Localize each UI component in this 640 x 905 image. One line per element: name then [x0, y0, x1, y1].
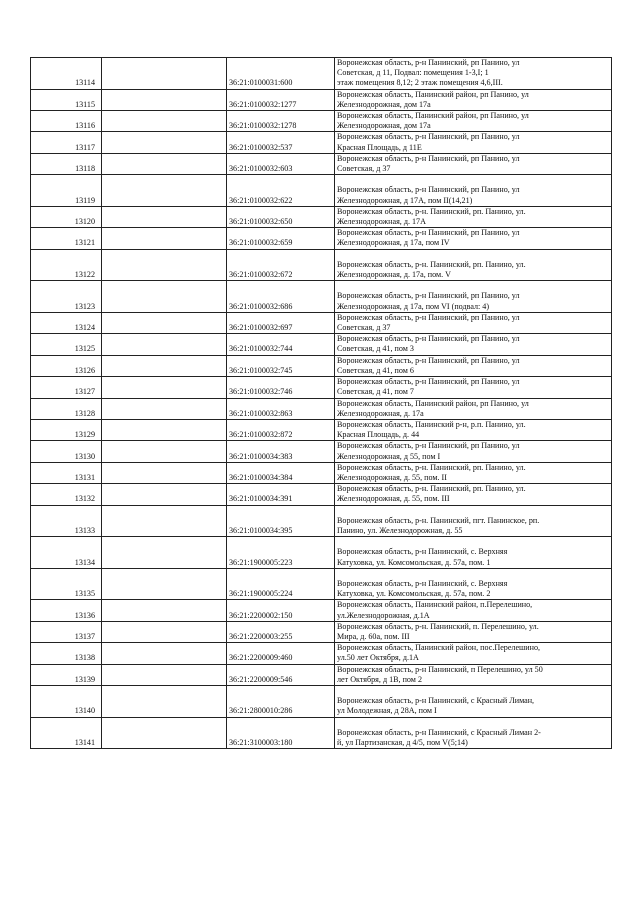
- empty-cell: [102, 58, 227, 90]
- cadastral-number-cell: 36:21:0100032:1278: [227, 111, 335, 132]
- address-line: [337, 281, 609, 291]
- address-cell: [335, 228, 612, 249]
- records-table: [30, 57, 612, 749]
- cadastral-number-cell: 36:21:0100034:383: [227, 441, 335, 462]
- empty-cell: [102, 441, 227, 462]
- address-line: Воронежская область, Панинский район, пос.Перелешино,: [337, 643, 541, 653]
- table-row: [31, 312, 612, 333]
- address-line: [337, 537, 609, 547]
- row-number-cell: 13132: [31, 484, 102, 505]
- cadastral-number-cell: 36:21:2200002:150: [227, 600, 335, 621]
- row-number-cell: 13122: [31, 249, 102, 281]
- address-cell: [335, 505, 612, 537]
- address-cell: [335, 717, 612, 749]
- table-row: [31, 281, 612, 313]
- address-line: Советская, д 41, пом 3: [337, 344, 414, 354]
- empty-cell: [102, 228, 227, 249]
- empty-cell: [102, 462, 227, 483]
- address-cell: [335, 206, 612, 227]
- row-number-cell: 13136: [31, 600, 102, 621]
- cadastral-number-cell: 36:21:0100032:650: [227, 206, 335, 227]
- cadastral-number-cell: 36:21:0100032:672: [227, 249, 335, 281]
- table-row: [31, 175, 612, 207]
- address-line: Воронежская область, р-н Панинский, п Перелешино, ул 50: [337, 664, 543, 674]
- table-row: [31, 89, 612, 110]
- empty-cell: [102, 111, 227, 132]
- address-cell: [335, 441, 612, 462]
- row-number-cell: 13135: [31, 568, 102, 600]
- row-number-cell: 13133: [31, 505, 102, 537]
- address-line: Воронежская область, р-н Панинский, рп Панино, ул: [337, 312, 520, 322]
- address-cell: [335, 537, 612, 569]
- empty-cell: [102, 334, 227, 355]
- address-line: Железнодорожная, д 17а, пом VI (подвал: 4): [337, 301, 490, 311]
- cadastral-number-cell: 36:21:0100032:659: [227, 228, 335, 249]
- empty-cell: [102, 621, 227, 642]
- address-line: Воронежская область, р-н. Панинский, рп. Панино, ул.: [337, 484, 526, 494]
- row-number-cell: 13126: [31, 355, 102, 376]
- address-cell: [335, 419, 612, 440]
- empty-cell: [102, 484, 227, 505]
- table-row: [31, 58, 612, 90]
- address-line: Железнодорожная, д. 17а, пом. V: [337, 270, 451, 280]
- row-number-cell: 13119: [31, 175, 102, 207]
- address-line: Воронежская область, р-н Панинский, рп Панино, ул: [337, 228, 520, 238]
- cadastral-number-cell: 36:21:0100032:537: [227, 132, 335, 153]
- empty-cell: [102, 249, 227, 281]
- row-number-cell: 13131: [31, 462, 102, 483]
- address-line: Воронежская область, р-н Панинский, рп Панино, ул: [337, 377, 520, 387]
- address-line: Катуховка, ул. Комсомольская, д. 57а, пом. 1: [337, 557, 491, 567]
- table-row: [31, 568, 612, 600]
- cadastral-number-cell: 36:21:0100032:745: [227, 355, 335, 376]
- address-line: [337, 718, 609, 728]
- address-line: ул.50 лет Октября, д.1А: [337, 653, 419, 663]
- address-line: Железнодорожная, дом 17а: [337, 121, 431, 131]
- address-line: Железнодорожная, д. 55, пом. II: [337, 472, 447, 482]
- address-line: Железнодорожная, д. 17А: [337, 217, 426, 227]
- address-line: [337, 175, 609, 185]
- address-cell: [335, 249, 612, 281]
- empty-cell: [102, 685, 227, 717]
- table-row: [31, 398, 612, 419]
- cadastral-number-cell: 36:21:0100032:872: [227, 419, 335, 440]
- address-cell: [335, 398, 612, 419]
- cadastral-number-cell: 36:21:0100032:744: [227, 334, 335, 355]
- address-cell: [335, 153, 612, 174]
- table-row: [31, 132, 612, 153]
- address-line: Железнодорожная, д 17А, пом II(14,21): [337, 195, 473, 205]
- address-line: Воронежская область, р-н. Панинский, рп. Панино, ул.: [337, 206, 526, 216]
- records-table-body: [31, 58, 612, 749]
- row-number-cell: 13140: [31, 685, 102, 717]
- row-number-cell: 13117: [31, 132, 102, 153]
- cadastral-number-cell: 36:21:0100034:384: [227, 462, 335, 483]
- address-line: лет Октября, д 1В, пом 2: [337, 674, 422, 684]
- empty-cell: [102, 132, 227, 153]
- cadastral-number-cell: 36:21:0100034:391: [227, 484, 335, 505]
- row-number-cell: 13120: [31, 206, 102, 227]
- address-line: Советская, д 41, пом 7: [337, 387, 414, 397]
- address-line: Воронежская область, р-н Панинский, с Красный Лиман,: [337, 696, 535, 706]
- row-number-cell: 13114: [31, 58, 102, 90]
- address-line: ул Молодежная, д 28А, пом I: [337, 706, 437, 716]
- row-number-cell: 13134: [31, 537, 102, 569]
- empty-cell: [102, 206, 227, 227]
- address-line: Воронежская область, Панинский район, рп Панино, ул: [337, 111, 529, 121]
- address-line: [337, 569, 609, 579]
- table-row: [31, 462, 612, 483]
- address-cell: [335, 89, 612, 110]
- address-line: Советская, д 37: [337, 323, 391, 333]
- cadastral-number-cell: 36:21:3100003:180: [227, 717, 335, 749]
- cadastral-number-cell: 36:21:0100032:863: [227, 398, 335, 419]
- row-number-cell: 13139: [31, 664, 102, 685]
- address-cell: [335, 111, 612, 132]
- row-number-cell: 13138: [31, 643, 102, 664]
- empty-cell: [102, 505, 227, 537]
- address-line: Советская, д 37: [337, 164, 391, 174]
- row-number-cell: 13129: [31, 419, 102, 440]
- table-row: [31, 249, 612, 281]
- address-line: Воронежская область, р-н Панинский, рп Панино, ул: [337, 355, 520, 365]
- address-cell: [335, 462, 612, 483]
- address-line: Воронежская область, р-н Панинский, с Красный Лиман 2-: [337, 727, 541, 737]
- table-row: [31, 153, 612, 174]
- table-row: [31, 505, 612, 537]
- address-cell: [335, 621, 612, 642]
- table-row: [31, 664, 612, 685]
- empty-cell: [102, 568, 227, 600]
- table-row: [31, 717, 612, 749]
- address-cell: [335, 484, 612, 505]
- address-line: Воронежская область, р-н. Панинский, рп. Панино, ул.: [337, 259, 526, 269]
- empty-cell: [102, 664, 227, 685]
- address-cell: [335, 58, 612, 90]
- table-row: [31, 600, 612, 621]
- address-cell: [335, 312, 612, 333]
- table-row: [31, 355, 612, 376]
- row-number-cell: 13118: [31, 153, 102, 174]
- cadastral-number-cell: 36:21:0100034:395: [227, 505, 335, 537]
- address-line: Воронежская область, р-н Панинский, рп Панино, ул: [337, 153, 520, 163]
- table-row: [31, 377, 612, 398]
- address-cell: [335, 132, 612, 153]
- table-row: [31, 537, 612, 569]
- address-line: Красная Площадь, д. 44: [337, 430, 420, 440]
- empty-cell: [102, 312, 227, 333]
- empty-cell: [102, 419, 227, 440]
- address-cell: [335, 281, 612, 313]
- row-number-cell: 13123: [31, 281, 102, 313]
- address-line: Железнодорожная, д. 55, пом. III: [337, 494, 450, 504]
- address-line: Красная Площадь, д 11Е: [337, 142, 422, 152]
- cadastral-number-cell: 36:21:0100032:686: [227, 281, 335, 313]
- empty-cell: [102, 717, 227, 749]
- cadastral-number-cell: 36:21:0100032:1277: [227, 89, 335, 110]
- address-line: Воронежская область, Панинский район, рп Панино, ул: [337, 89, 529, 99]
- table-row: [31, 441, 612, 462]
- empty-cell: [102, 281, 227, 313]
- row-number-cell: 13141: [31, 717, 102, 749]
- address-cell: [335, 664, 612, 685]
- address-cell: [335, 334, 612, 355]
- empty-cell: [102, 377, 227, 398]
- cadastral-number-cell: 36:21:0100032:603: [227, 153, 335, 174]
- address-cell: [335, 643, 612, 664]
- address-line: й, ул Партизанская, д 4/5, пом V(5;14): [337, 738, 468, 747]
- table-row: [31, 334, 612, 355]
- cadastral-number-cell: 36:21:2200009:460: [227, 643, 335, 664]
- cadastral-number-cell: 36:21:0100032:622: [227, 175, 335, 207]
- address-line: Воронежская область, р-н Панинский, рп Панино, ул: [337, 291, 520, 301]
- empty-cell: [102, 355, 227, 376]
- cadastral-number-cell: 36:21:1900005:223: [227, 537, 335, 569]
- cadastral-number-cell: 36:21:0100032:746: [227, 377, 335, 398]
- address-cell: [335, 377, 612, 398]
- address-cell: [335, 600, 612, 621]
- table-row: [31, 228, 612, 249]
- empty-cell: [102, 153, 227, 174]
- address-cell: [335, 355, 612, 376]
- address-line: Железнодорожная, дом 17а: [337, 99, 431, 109]
- table-row: [31, 484, 612, 505]
- table-row: [31, 643, 612, 664]
- address-line: Катуховка, ул. Комсомольская, д. 57а, пом. 2: [337, 589, 491, 599]
- cadastral-number-cell: 36:21:0100032:697: [227, 312, 335, 333]
- address-line: ул.Железнодорожная, д.1А: [337, 610, 430, 620]
- address-line: Советская, д 41, пом 6: [337, 365, 414, 375]
- address-line: Воронежская область, р-н. Панинский, п. Перелешино, ул.: [337, 621, 539, 631]
- row-number-cell: 13128: [31, 398, 102, 419]
- row-number-cell: 13127: [31, 377, 102, 398]
- address-line: этаж помещения 8,12; 2 этаж помещения 4,6,III.: [337, 78, 503, 88]
- cadastral-number-cell: 36:21:1900005:224: [227, 568, 335, 600]
- address-line: [337, 506, 609, 516]
- row-number-cell: 13137: [31, 621, 102, 642]
- address-line: [337, 250, 609, 260]
- address-line: Мира, д. 60а, пом. III: [337, 631, 410, 641]
- empty-cell: [102, 537, 227, 569]
- cadastral-number-cell: 36:21:2200003:255: [227, 621, 335, 642]
- address-line: Воронежская область, р-н Панинский, рп Панино, ул: [337, 58, 520, 67]
- address-line: Воронежская область, р-н Панинский, рп Панино, ул: [337, 132, 520, 142]
- address-line: Воронежская область, р-н Панинский, рп Панино, ул: [337, 334, 520, 344]
- table-row: [31, 419, 612, 440]
- address-line: [337, 686, 609, 696]
- address-line: Воронежская область, Панинский район, п.Перелешино,: [337, 600, 533, 610]
- cadastral-number-cell: 36:21:2800010:286: [227, 685, 335, 717]
- address-line: Железнодорожная, д. 17а: [337, 408, 424, 418]
- table-row: [31, 621, 612, 642]
- row-number-cell: 13125: [31, 334, 102, 355]
- row-number-cell: 13115: [31, 89, 102, 110]
- table-row: [31, 685, 612, 717]
- table-row: [31, 206, 612, 227]
- address-line: Воронежская область, р-н. Панинский, рп. Панино, ул.: [337, 462, 526, 472]
- cadastral-number-cell: 36:21:2200009:546: [227, 664, 335, 685]
- address-line: Железнодорожная, д 17а, пом IV: [337, 238, 450, 248]
- row-number-cell: 13124: [31, 312, 102, 333]
- address-line: Панино, ул. Железнодорожная, д. 55: [337, 525, 463, 535]
- empty-cell: [102, 398, 227, 419]
- address-cell: [335, 175, 612, 207]
- address-line: Воронежская область, р-н Панинский, с. Верхняя: [337, 547, 508, 557]
- address-line: Воронежская область, Панинский район, рп Панино, ул: [337, 398, 529, 408]
- address-line: Железнодорожная, д 55, пом I: [337, 451, 441, 461]
- empty-cell: [102, 175, 227, 207]
- address-cell: [335, 685, 612, 717]
- address-line: Воронежская область, р-н Панинский, рп Панино, ул: [337, 441, 520, 451]
- address-line: Воронежская область, р-н. Панинский, пгт. Панинское, рп.: [337, 515, 540, 525]
- empty-cell: [102, 600, 227, 621]
- empty-cell: [102, 643, 227, 664]
- address-line: Советская, д 11, Подвал: помещения 1-3,I; 1: [337, 68, 489, 78]
- cadastral-number-cell: 36:21:0100031:600: [227, 58, 335, 90]
- row-number-cell: 13121: [31, 228, 102, 249]
- address-line: Воронежская область, р-н Панинский, с. Верхняя: [337, 578, 508, 588]
- row-number-cell: 13130: [31, 441, 102, 462]
- address-cell: [335, 568, 612, 600]
- row-number-cell: 13116: [31, 111, 102, 132]
- address-line: Воронежская область, Панинский р-н, р.п. Панино, ул.: [337, 419, 526, 429]
- table-row: [31, 111, 612, 132]
- address-line: Воронежская область, р-н Панинский, рп Панино, ул: [337, 185, 520, 195]
- empty-cell: [102, 89, 227, 110]
